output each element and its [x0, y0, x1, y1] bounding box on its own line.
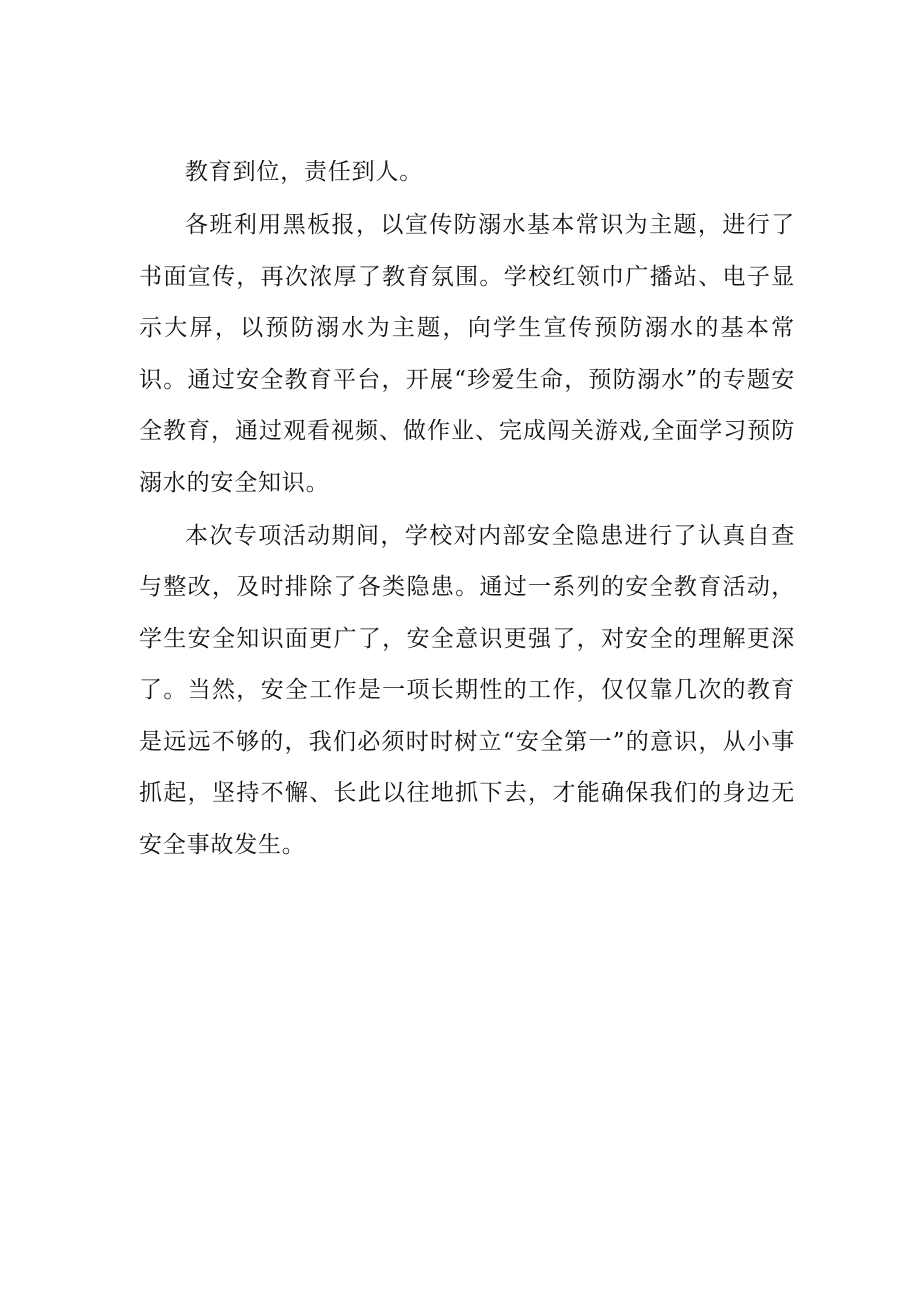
paragraph-1: 教育到位，责任到人。 — [185, 159, 423, 185]
document-body — [139, 147, 795, 873]
paragraph-2: 各班利用黑板报，以宣传防溺水基本常识为主题，进行了书面宣传，再次浓厚了教育氛围。学校红领巾广播站、电子显示大屏，以预防溺水为主题，向学生宣传预防溺水的基本常识。通过安全教育平台，开展“珍爱生命，预防溺水”的专题安全教育，通过观看视频、做作业、完成闯关游戏,全面学习预防溺水的安全知识。 — [139, 212, 795, 496]
paragraph-3: 本次专项活动期间，学校对内部安全隐患进行了认真自查与整改，及时排除了各类隐患。通过一系列的安全教育活动，学生安全知识面更广了，安全意识更强了，对安全的理解更深了。当然，安全工作是一项长期性的工作，仅仅靠几次的教育是远远不够的，我们必须时时树立“安全第一”的意识，从小事抓起，坚持不懈、长此以往地抓下去，才能确保我们的身边无安全事故发生。 — [139, 522, 795, 858]
